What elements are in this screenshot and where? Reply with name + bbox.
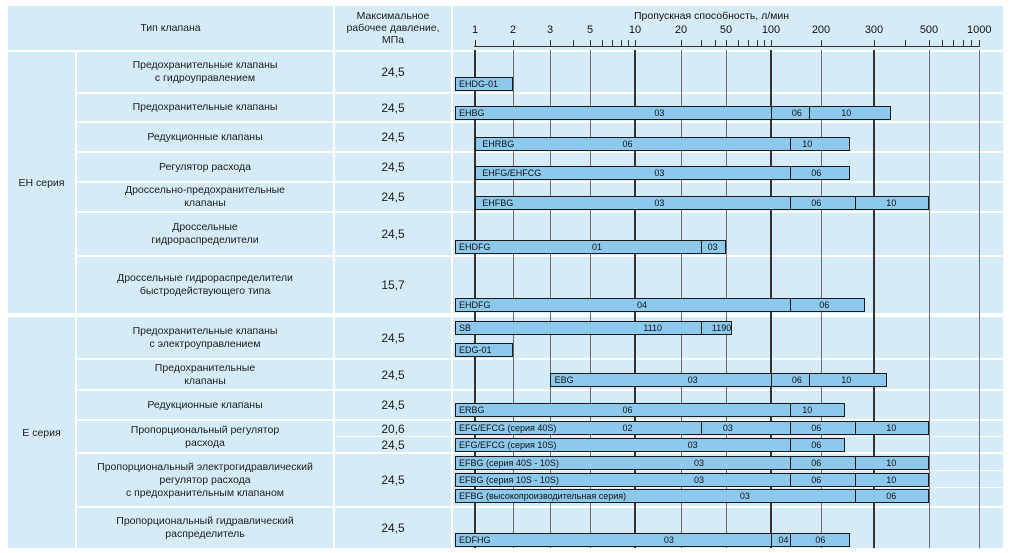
bar-model-label: EHFBG bbox=[482, 198, 514, 208]
bar-model-label: SB bbox=[459, 323, 472, 333]
valve-type-line: Пропорциональный гидравлический bbox=[116, 515, 294, 527]
bar-model-label: 06 bbox=[811, 198, 822, 208]
valve-type-line: клапаны bbox=[184, 197, 226, 209]
group-e-label: E серия bbox=[22, 426, 61, 439]
header-pressure-cell bbox=[335, 6, 451, 50]
header-type-label: Тип клапана bbox=[140, 22, 201, 34]
bar-model-label: 10 bbox=[841, 108, 852, 118]
bar-model-label: 10 bbox=[841, 375, 852, 385]
bar-model-label: ERBG bbox=[459, 405, 485, 415]
valve-type-cell bbox=[77, 257, 333, 313]
pressure-cell bbox=[335, 437, 451, 452]
bar-model-label: 10 bbox=[886, 423, 897, 433]
bar-model-label: EHRBG bbox=[482, 139, 515, 149]
pressure-cell bbox=[335, 183, 451, 211]
axis-tick-label: 2 bbox=[509, 24, 517, 36]
bar-model-label: 03 bbox=[663, 535, 674, 545]
bar-model-label: EBG bbox=[554, 375, 574, 385]
axis-tick-label: 50 bbox=[719, 24, 733, 36]
axis-tick-label: 5 bbox=[586, 24, 594, 36]
flow-range-bar bbox=[455, 298, 865, 312]
flow-range-bar bbox=[455, 106, 891, 120]
valve-type-line: гидрораспределители bbox=[151, 234, 259, 246]
valve-type-cell bbox=[77, 454, 333, 506]
bar-model-label: 03 bbox=[654, 168, 665, 178]
bar-model-label: 10 bbox=[802, 139, 813, 149]
bar-model-label: EFG/EFCG (серия 40S) bbox=[459, 423, 557, 433]
bar-model-label: 06 bbox=[791, 375, 802, 385]
pressure-value: 24,5 bbox=[381, 160, 405, 174]
pressure-cell bbox=[335, 213, 451, 255]
pressure-cell bbox=[335, 421, 451, 436]
pressure-cell bbox=[335, 317, 451, 358]
pressure-cell bbox=[335, 257, 451, 313]
bar-model-label: 06 bbox=[811, 423, 822, 433]
valve-type-cell bbox=[77, 52, 333, 92]
bar-model-label: EFBG (высокопроизводительная серия) bbox=[459, 491, 627, 501]
header-pressure-line2: рабочее давление, bbox=[346, 22, 440, 34]
axis-tick-label: 20 bbox=[674, 24, 688, 36]
valve-type-line: Редукционные клапаны bbox=[147, 398, 263, 411]
axis-baseline bbox=[474, 46, 980, 47]
axis-tick-label: 1 bbox=[471, 24, 479, 36]
flow-range-bar bbox=[550, 373, 887, 387]
bar-model-label: 04 bbox=[778, 535, 789, 545]
bar-model-label: 06 bbox=[791, 108, 802, 118]
valve-type-cell bbox=[77, 213, 333, 255]
bar-divider bbox=[790, 166, 791, 180]
bar-divider bbox=[771, 106, 772, 120]
axis-tick-label: 100 bbox=[761, 24, 781, 36]
bar-model-label: 03 bbox=[739, 491, 750, 501]
valve-type-line: Дроссельные гидрораспределители bbox=[117, 272, 293, 284]
bar-model-label: 06 bbox=[622, 405, 633, 415]
valve-type-line: Пропорциональный электрогидравлический bbox=[97, 460, 313, 473]
valve-type-line: Предохранительные bbox=[154, 361, 256, 374]
valve-type-line: Дроссельные bbox=[172, 221, 238, 233]
axis-tick-label: 200 bbox=[811, 24, 831, 36]
flow-range-bar bbox=[475, 196, 929, 210]
valve-type-line: Пропорциональный регулятор bbox=[130, 423, 280, 436]
bar-divider bbox=[701, 240, 702, 254]
pressure-value: 24,5 bbox=[381, 367, 405, 382]
header-pressure-line3: МПа bbox=[381, 34, 405, 46]
bar-model-label: 06 bbox=[811, 475, 822, 485]
bar-model-label: 03 bbox=[693, 475, 704, 485]
bar-divider bbox=[790, 473, 791, 487]
bar-model-label: 06 bbox=[811, 458, 822, 468]
valve-type-line: с предохранительным клапаном bbox=[125, 486, 285, 499]
valve-type-line: расхода bbox=[185, 436, 225, 449]
bar-model-label: 03 bbox=[654, 108, 665, 118]
pressure-value: 24,5 bbox=[381, 473, 405, 487]
bar-model-label: 02 bbox=[622, 423, 633, 433]
bar-model-label: 03 bbox=[693, 458, 704, 468]
valve-type-cell bbox=[77, 153, 333, 181]
pressure-cell bbox=[335, 360, 451, 389]
pressure-value: 24,5 bbox=[381, 190, 405, 204]
bar-divider bbox=[790, 421, 791, 435]
pressure-value: 15,7 bbox=[381, 278, 405, 292]
bar-divider bbox=[790, 456, 791, 470]
bar-model-label: 1190 bbox=[711, 323, 732, 333]
valve-type-cell bbox=[77, 183, 333, 211]
valve-type-line: Редукционные клапаны bbox=[147, 130, 263, 143]
bar-model-label: EDG-01 bbox=[459, 345, 492, 355]
axis-tick-label: 500 bbox=[919, 24, 939, 36]
valve-type-line: быстродействующего типа bbox=[139, 285, 271, 297]
axis-tick-label: 10 bbox=[628, 24, 642, 36]
bar-model-label: 04 bbox=[637, 300, 648, 310]
bar-model-label: 03 bbox=[687, 440, 698, 450]
pressure-value: 24,5 bbox=[381, 130, 405, 144]
valve-type-cell bbox=[77, 317, 333, 358]
bar-divider bbox=[790, 403, 791, 417]
bar-divider bbox=[790, 438, 791, 452]
valve-type-cell bbox=[77, 391, 333, 419]
pressure-cell bbox=[335, 123, 451, 151]
valve-type-line: регулятор расхода bbox=[159, 473, 251, 486]
valve-type-line: клапаны bbox=[184, 374, 226, 387]
bar-divider bbox=[790, 137, 791, 151]
bar-model-label: EHDFG bbox=[459, 242, 491, 252]
valve-type-line: Регулятор расхода bbox=[159, 160, 251, 173]
bar-model-label: EFG/EFCG (серия 10S) bbox=[459, 440, 557, 450]
valve-type-line: Предохранительные клапаны bbox=[132, 59, 278, 71]
pressure-cell bbox=[335, 94, 451, 121]
bar-divider bbox=[855, 421, 856, 435]
flow-range-bar bbox=[475, 137, 850, 151]
bar-model-label: EHFG/EHFCG bbox=[482, 168, 542, 178]
pressure-value: 24,5 bbox=[381, 398, 405, 412]
pressure-cell bbox=[335, 508, 451, 548]
flow-range-bar bbox=[455, 403, 845, 417]
bar-divider bbox=[790, 196, 791, 210]
valve-type-line: с гидроуправлением bbox=[154, 72, 256, 84]
pressure-value: 24,5 bbox=[381, 437, 405, 452]
pressure-value: 24,5 bbox=[381, 521, 405, 535]
pressure-value: 24,5 bbox=[381, 65, 405, 79]
bar-model-label: EFBG (серия 40S - 10S) bbox=[459, 458, 559, 468]
flow-range-bar bbox=[455, 321, 732, 335]
bar-model-label: 10 bbox=[886, 458, 897, 468]
valve-type-cell bbox=[77, 360, 333, 389]
valve-type-cell bbox=[77, 508, 333, 548]
bar-model-label: 03 bbox=[687, 375, 698, 385]
pressure-cell bbox=[335, 52, 451, 92]
bar-divider bbox=[855, 489, 856, 503]
bar-model-label: 06 bbox=[811, 440, 822, 450]
bar-model-label: 10 bbox=[802, 405, 813, 415]
header-flow-title: Пропускная способность, л/мин bbox=[634, 10, 790, 22]
bar-divider bbox=[809, 106, 810, 120]
flow-range-bar bbox=[455, 240, 726, 254]
bar-divider bbox=[855, 196, 856, 210]
bar-model-label: 1110 bbox=[643, 323, 662, 333]
bar-divider bbox=[790, 533, 791, 547]
bar-model-label: EHDG-01 bbox=[459, 79, 499, 89]
valve-type-line: с электроуправлением bbox=[149, 337, 261, 350]
group-eh-label: EH серия bbox=[18, 176, 65, 189]
pressure-value: 20,6 bbox=[381, 421, 405, 436]
bar-model-label: 06 bbox=[622, 139, 633, 149]
bar-divider bbox=[701, 321, 702, 335]
pressure-value: 24,5 bbox=[381, 227, 405, 241]
grid-line bbox=[979, 50, 980, 548]
pressure-value: 24,5 bbox=[381, 330, 405, 345]
pressure-cell bbox=[335, 153, 451, 181]
bar-model-label: EHDFG bbox=[459, 300, 491, 310]
bar-divider bbox=[771, 373, 772, 387]
bar-divider bbox=[701, 421, 702, 435]
bar-model-label: EDFHG bbox=[459, 535, 491, 545]
bar-model-label: 10 bbox=[886, 475, 897, 485]
axis-tick-label: 1000 bbox=[967, 24, 992, 36]
valve-type-cell bbox=[77, 94, 333, 121]
bar-divider bbox=[790, 298, 791, 312]
bar-model-label: 03 bbox=[722, 423, 733, 433]
valve-type-line: распределитель bbox=[165, 528, 245, 540]
bar-model-label: EFBG (серия 10S - 10S) bbox=[459, 475, 559, 485]
bar-model-label: 06 bbox=[819, 300, 830, 310]
group-eh-series bbox=[8, 52, 75, 313]
bar-model-label: 06 bbox=[886, 491, 897, 501]
pressure-cell bbox=[335, 454, 451, 506]
bar-divider bbox=[855, 456, 856, 470]
bar-divider bbox=[855, 473, 856, 487]
valve-type-cell bbox=[77, 123, 333, 151]
header-pressure-line1: Максимальное bbox=[356, 10, 430, 22]
axis-tick-label: 3 bbox=[546, 24, 554, 36]
pressure-cell bbox=[335, 391, 451, 419]
bar-model-label: 01 bbox=[592, 242, 603, 252]
bar-model-label: 10 bbox=[886, 198, 897, 208]
bar-model-label: 03 bbox=[707, 242, 718, 252]
valve-type-line: Дроссельно-предохранительные bbox=[124, 184, 286, 196]
pressure-value: 24,5 bbox=[381, 100, 405, 115]
bar-model-label: EHBG bbox=[459, 108, 485, 118]
bar-divider bbox=[809, 373, 810, 387]
valve-type-line: Предохранительные клапаны bbox=[132, 101, 278, 113]
bar-model-label: 06 bbox=[811, 168, 822, 178]
bar-model-label: 03 bbox=[654, 198, 665, 208]
chart-row-bg bbox=[453, 52, 1003, 92]
valve-type-line: Предохранительные клапаны bbox=[132, 324, 278, 337]
axis-tick-label: 300 bbox=[864, 24, 884, 36]
header-type-cell bbox=[8, 6, 333, 50]
valve-type-cell bbox=[77, 421, 333, 452]
bar-model-label: 06 bbox=[815, 535, 826, 545]
group-e-series bbox=[8, 317, 75, 548]
bar-divider bbox=[771, 533, 772, 547]
